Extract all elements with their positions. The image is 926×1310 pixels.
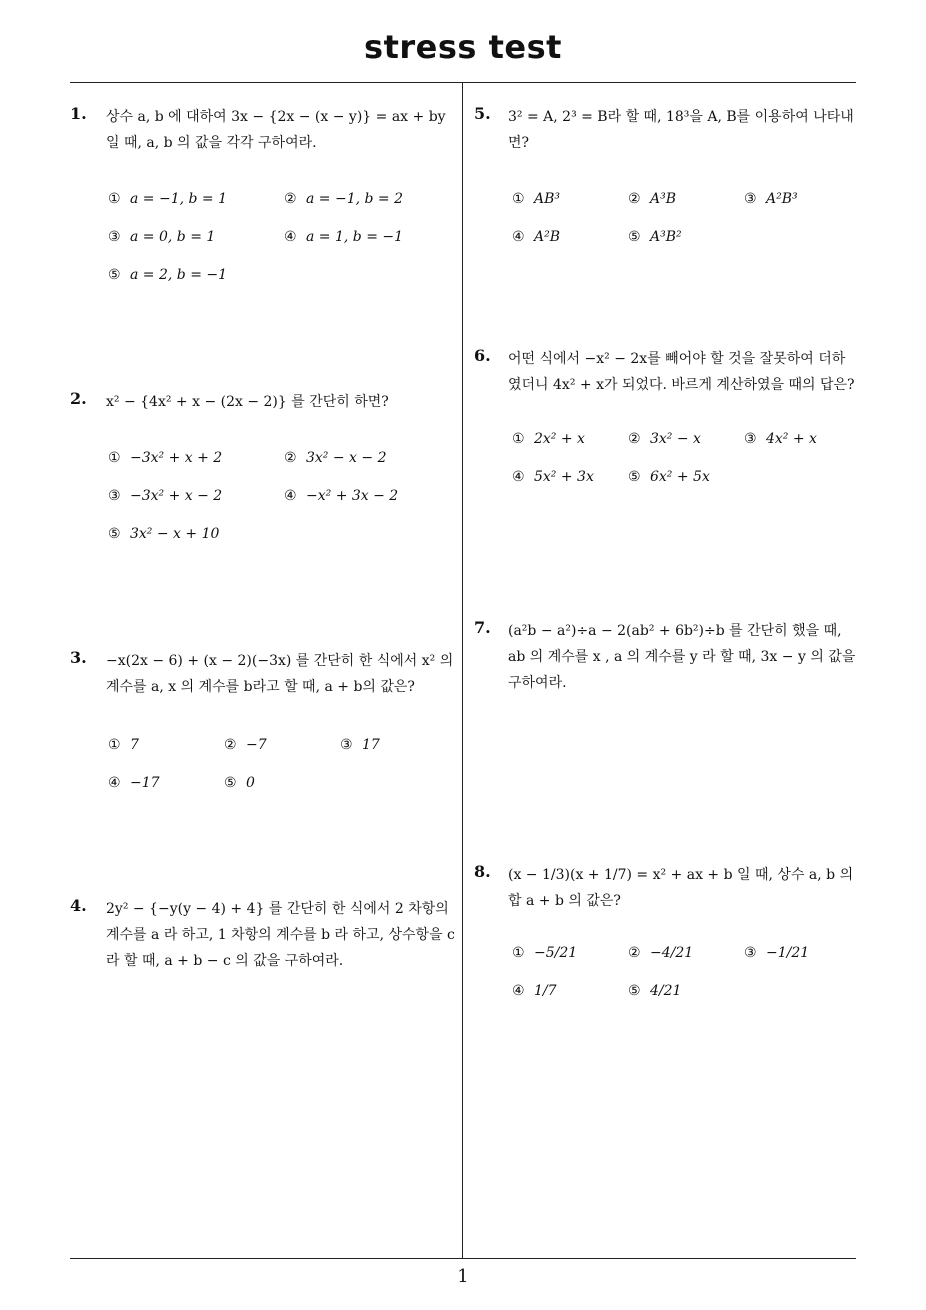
choice-mark: ② [628,945,641,961]
question-text: 2y² − {−y(y − 4) + 4} 를 간단히 한 식에서 2 차항의 계수를 a 라 하고, 1 차항의 계수를 b 라 하고, 상수항을 c 라 할 때, a + b − c 의 값을 구하여라. [106,901,455,969]
document-title: stress test [364,28,562,66]
question-number: 7. [474,618,491,637]
choice-text: a = −1, b = 1 [130,191,228,207]
choice-mark: ⑤ [108,267,121,283]
choice-item[interactable] [512,188,628,210]
choice-item[interactable] [628,226,744,248]
choice-mark: ② [628,431,641,447]
question-6 [474,346,858,488]
page-number: 1 [457,1266,469,1287]
choice-item[interactable] [284,226,460,248]
choice-item[interactable] [744,188,860,210]
footer-rule [70,1258,856,1259]
choice-mark: ① [512,431,525,447]
question-number: 4. [70,896,87,915]
choice-mark: ① [108,450,121,466]
choice-item[interactable] [108,523,284,545]
choice-list [108,188,456,286]
choice-mark: ② [628,191,641,207]
column-divider [462,82,463,1258]
choice-item[interactable] [512,226,628,248]
choice-item[interactable] [108,734,224,756]
choice-mark: ① [512,945,525,961]
question-text: 어떤 식에서 −x² − 2x를 빼어야 할 것을 잘못하여 더하였더니 4x² + x가 되었다. 바르게 계산하였을 때의 답은? [508,351,855,393]
header-rule [70,82,856,83]
choice-item[interactable] [108,188,284,210]
question-text: 상수 a, b 에 대하여 3x − {2x − (x − y)} = ax + by 일 때, a, b 의 값을 각각 구하여라. [106,109,446,151]
choice-text: a = −1, b = 2 [306,191,404,207]
question-1 [70,104,456,286]
choice-text: 4x² + x [766,431,817,447]
choice-mark: ④ [512,469,525,485]
choice-item[interactable] [628,466,744,488]
choice-text: AB³ [534,191,561,207]
choice-list [108,734,456,794]
choice-item[interactable] [744,936,860,970]
choice-text: −5/21 [534,945,578,961]
choice-mark: ② [284,191,297,207]
choice-text: A²B³ [766,191,798,207]
choice-mark: ③ [744,945,757,961]
choice-text: A³B [650,191,677,207]
choice-item[interactable] [628,188,744,210]
choice-text: 7 [130,737,139,753]
choice-text: 2x² + x [534,431,585,447]
choice-item[interactable] [284,447,460,469]
choice-item[interactable] [512,466,628,488]
choice-item[interactable] [108,226,284,248]
choice-text: −7 [246,737,267,753]
choice-mark: ① [512,191,525,207]
choice-item[interactable] [512,428,628,450]
question-text: (a²b − a²)÷a − 2(ab² + 6b²)÷b 를 간단히 했을 때, ab 의 계수를 x , a 의 계수를 y 라 할 때, 3x − y 의 값을 구하여라. [508,623,856,691]
choice-text: −4/21 [650,945,694,961]
choice-item[interactable] [628,974,744,1008]
choice-text: a = 2, b = −1 [130,267,228,283]
choice-mark: ③ [108,488,121,504]
choice-text: −17 [130,775,160,791]
question-2 [70,389,456,545]
choice-text: −3x² + x + 2 [130,450,223,466]
question-7 [474,618,858,696]
choice-mark: ① [108,737,121,753]
choice-item[interactable] [340,734,456,756]
choice-item[interactable] [108,485,284,507]
choice-item[interactable] [512,974,628,1008]
choice-item[interactable] [512,936,628,970]
choice-item[interactable] [284,485,460,507]
question-number: 1. [70,104,87,123]
choice-list [512,188,858,248]
choice-mark: ③ [744,431,757,447]
choice-mark: ③ [744,191,757,207]
choice-text: 3x² − x [650,431,701,447]
choice-mark: ② [284,450,297,466]
choice-mark: ④ [284,488,297,504]
choice-mark: ⑤ [628,469,641,485]
choice-list [512,428,858,488]
choice-mark: ② [224,737,237,753]
choice-mark: ④ [512,983,525,999]
choice-text: −3x² + x − 2 [130,488,223,504]
choice-text: 17 [362,737,380,753]
choice-mark: ⑤ [628,229,641,245]
choice-list [512,936,858,1008]
choice-item[interactable] [108,447,284,469]
choice-list [108,447,456,545]
question-number: 5. [474,104,491,123]
choice-text: 5x² + 3x [534,469,594,485]
choice-text: a = 1, b = −1 [306,229,404,245]
choice-mark: ③ [340,737,353,753]
question-number: 8. [474,862,491,881]
choice-item[interactable] [284,188,460,210]
choice-mark: ③ [108,229,121,245]
choice-text: 6x² + 5x [650,469,710,485]
choice-mark: ④ [108,775,121,791]
choice-text: 3x² − x − 2 [306,450,387,466]
choice-item[interactable] [108,772,224,794]
choice-mark: ⑤ [628,983,641,999]
question-text: x² − {4x² + x − (2x − 2)} 를 간단히 하면? [106,394,389,410]
choice-text: 0 [246,775,255,791]
question-text: 3² = A, 2³ = B라 할 때, 18³을 A, B를 이용하여 나타내면? [508,109,854,151]
question-5 [474,104,858,248]
choice-mark: ⑤ [108,526,121,542]
question-3 [70,648,456,794]
question-number: 3. [70,648,87,667]
choice-mark: ① [108,191,121,207]
choice-item[interactable] [744,428,860,450]
choice-item[interactable] [224,772,340,794]
question-text: −x(2x − 6) + (x − 2)(−3x) 를 간단히 한 식에서 x² 의 계수를 a, x 의 계수를 b라고 할 때, a + b의 값은? [106,653,454,695]
choice-mark: ⑤ [224,775,237,791]
choice-text: 1/7 [534,983,557,999]
choice-text: 4/21 [650,983,682,999]
choice-item[interactable] [628,936,744,970]
choice-mark: ④ [512,229,525,245]
choice-text: A³B² [650,229,682,245]
choice-text: −1/21 [766,945,810,961]
choice-text: 3x² − x + 10 [130,526,220,542]
choice-text: A²B [534,229,561,245]
choice-text: a = 0, b = 1 [130,229,216,245]
choice-mark: ④ [284,229,297,245]
choice-item[interactable] [628,428,744,450]
question-number: 6. [474,346,491,365]
choice-item[interactable] [224,734,340,756]
question-8 [474,862,858,1008]
choice-item[interactable] [108,264,284,286]
question-4 [70,896,456,974]
question-text: (x − 1/3)(x + 1/7) = x² + ax + b 일 때, 상수 a, b 의 합 a + b 의 값은? [508,867,854,909]
choice-text: −x² + 3x − 2 [306,488,399,504]
question-number: 2. [70,389,87,408]
